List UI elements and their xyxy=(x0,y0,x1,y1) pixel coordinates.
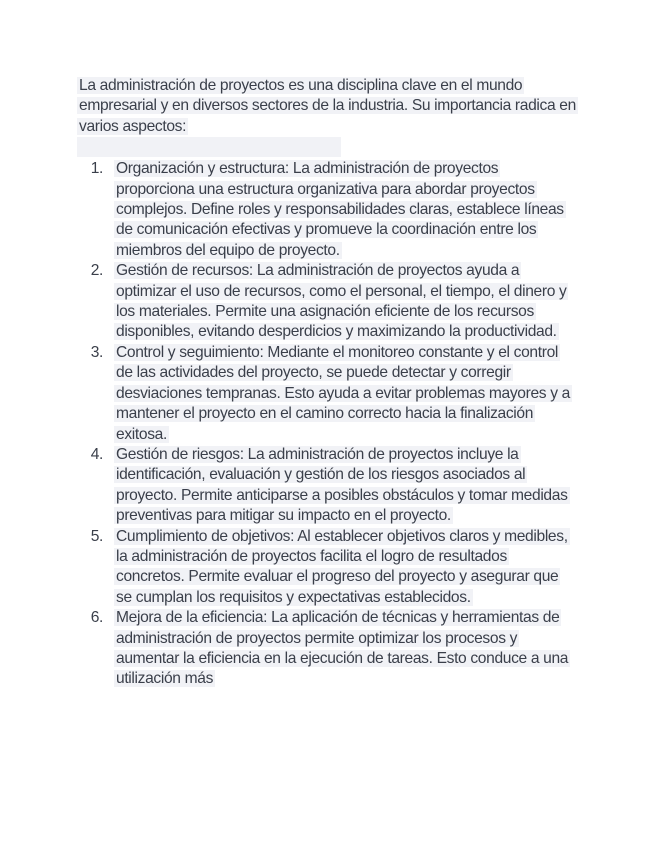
list-item-text-wrap xyxy=(114,159,577,261)
numbered-list xyxy=(77,159,577,690)
list-item xyxy=(77,343,577,445)
list-item-number: 4. xyxy=(90,445,103,463)
list-item-text-wrap xyxy=(114,527,577,609)
list-item xyxy=(77,527,577,609)
list-item-text: Gestión de riesgos: La administración de proyectos incluye la identificación, evaluación y gestión de los riesgos asociados al proyecto. Permite anticiparse a posibles obstáculos y tomar medidas preventivas para mitigar su impacto en el proyecto. xyxy=(116,445,568,525)
list-item-text: Cumplimiento de objetivos: Al establecer objetivos claros y medibles, la administración de proyectos facilita el logro de resultados concretos. Permite evaluar el progreso del proyecto y asegurar que se cumplan los requisitos y expectativas establecidos. xyxy=(116,527,568,606)
list-item xyxy=(77,608,577,690)
list-item-text-wrap xyxy=(114,343,577,445)
document-body xyxy=(77,76,577,690)
list-item xyxy=(77,445,577,527)
list-item xyxy=(77,159,577,261)
blank-line xyxy=(77,137,341,157)
list-item-text: Organización y estructura: La administración de proyectos proporciona una estructura organizativa para abordar proyectos complejos. Define roles y responsabilidades claras, establece líneas de comunicación efectivas y promueve la coordinación entre los miembros del equipo de proyecto. xyxy=(116,160,564,259)
list-item-text: Control y seguimiento: Mediante el monitoreo constante y el control de las actividades del proyecto, se puede detectar y corregir desviaciones tempranas. Esto ayuda a evitar problemas mayores y a mantener el proyecto en el camino correcto hacia la finalización exitosa. xyxy=(116,343,570,443)
list-item-number: 2. xyxy=(90,262,103,280)
intro-text: La administración de proyectos es una disciplina clave en el mundo empresarial y en diversos sectores de la industria. Su importancia radica en varios aspectos: xyxy=(79,77,576,135)
list-item xyxy=(77,261,577,343)
list-item-text-wrap xyxy=(114,261,577,343)
list-item-number: 6. xyxy=(90,609,103,627)
list-item-number: 3. xyxy=(90,343,103,361)
list-item-text: Gestión de recursos: La administración de proyectos ayuda a optimizar el uso de recursos, como el personal, el tiempo, el dinero y los materiales. Permite una asignación eficiente de los recursos disponibles, evitando desperdicios y maximizando la productividad. xyxy=(116,262,567,341)
list-item-text: Mejora de la eficiencia: La aplicación de técnicas y herramientas de administración de proyectos permite optimizar los procesos y aumentar la eficiencia en la ejecución de tareas. Esto conduce a una utilización más xyxy=(116,609,569,688)
list-item-number: 1. xyxy=(90,160,103,178)
list-item-text-wrap xyxy=(114,608,577,690)
list-item-number: 5. xyxy=(90,527,103,545)
list-item-text-wrap xyxy=(114,445,577,527)
intro-paragraph xyxy=(77,76,577,137)
